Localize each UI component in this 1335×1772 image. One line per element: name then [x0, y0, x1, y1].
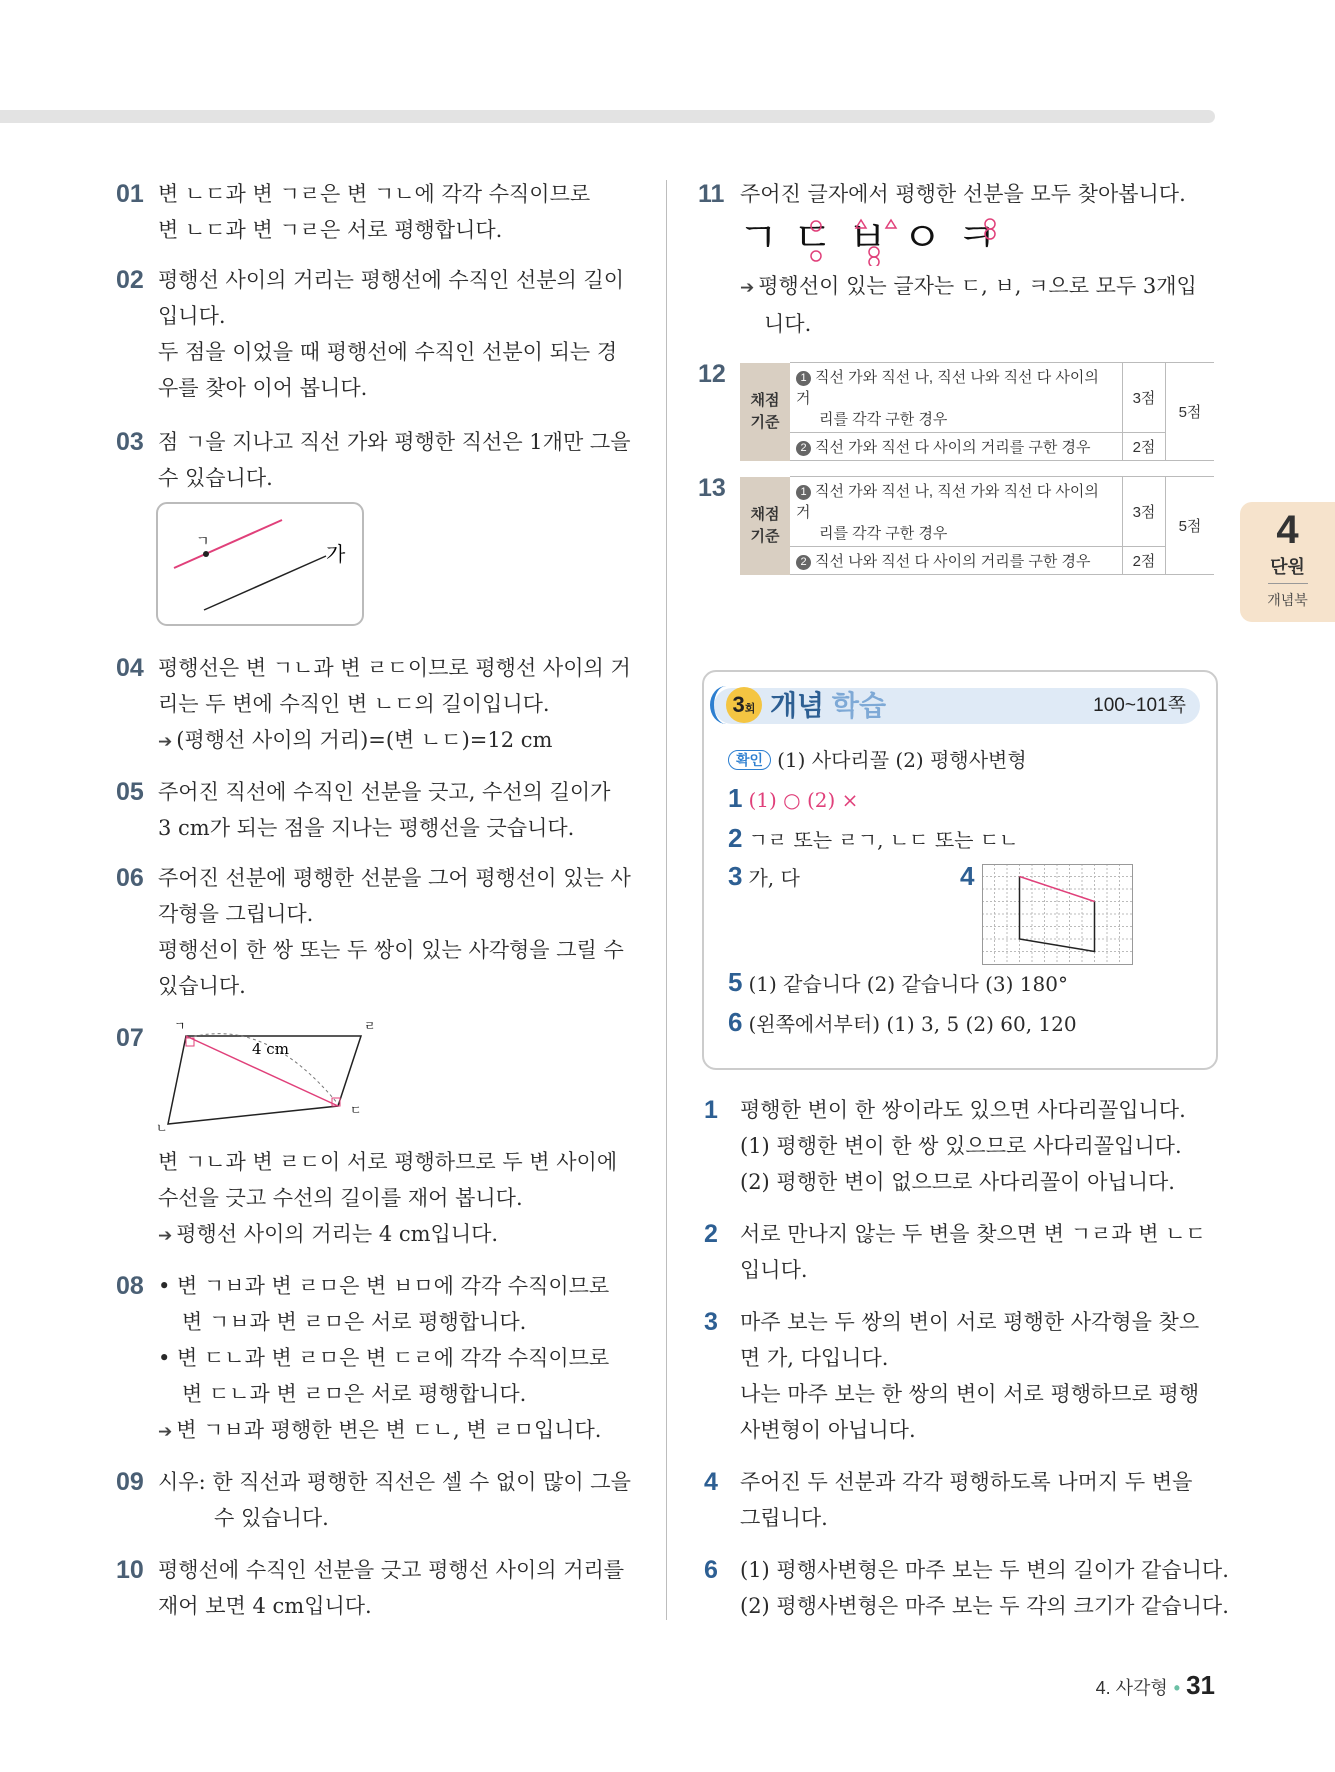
points-cell: 3점 [1123, 477, 1166, 547]
text-line: 주어진 두 선분과 각각 평행하도록 나머지 두 변을 [740, 1470, 1193, 1494]
question-number: 07 [116, 1024, 144, 1052]
vertex-label: ㄴ [156, 1121, 168, 1132]
line-label: 가 [326, 542, 346, 566]
question-08 [116, 1268, 610, 1450]
text-line: 변 ㄴㄷ과 변 ㄱㄹ은 변 ㄱㄴ에 각각 수직이므로 [158, 182, 591, 206]
question-number: 10 [116, 1556, 144, 1584]
result-text: 변 ㄱㅂ과 평행한 변은 변 ㄷㄴ, 변 ㄹㅁ입니다. [176, 1418, 602, 1442]
top-bar [0, 110, 1215, 123]
points-cell: 2점 [1123, 547, 1166, 575]
text-line: 평행선이 한 쌍 또는 두 쌍이 있는 사각형을 그릴 수 [158, 938, 624, 962]
total-cell: 5점 [1166, 477, 1215, 575]
text-line: 주어진 글자에서 평행한 선분을 모두 찾아봅니다. [740, 182, 1186, 206]
concept-box [702, 670, 1218, 1070]
answer-3: 3 가, 다 [728, 861, 800, 891]
point-label: ㄱ [196, 534, 210, 550]
question-number: 01 [116, 180, 144, 208]
text-line: 수 있습니다. [214, 1506, 329, 1530]
letter: ㅇ [901, 213, 957, 262]
total-cell: 5점 [1166, 363, 1215, 461]
text-line: 평행한 변이 한 쌍이라도 있으면 사다리꼴입니다. [740, 1098, 1186, 1122]
text-line: • 변 ㄱㅂ과 변 ㄹㅁ은 변 ㅂㅁ에 각각 수직이므로 [158, 1274, 610, 1298]
text-line: 평행선 사이의 거리는 평행선에 수직인 선분의 길이 [158, 268, 625, 292]
number-circle-icon: 2 [796, 555, 811, 570]
text-line: 각형을 그립니다. [158, 902, 314, 926]
explanation-4 [704, 1464, 1193, 1536]
question-number: 2 [704, 1220, 718, 1248]
text-line: 리는 두 변에 수직인 변 ㄴㄷ의 길이입니다. [158, 692, 550, 716]
question-number: 13 [698, 474, 726, 502]
number-circle-icon: 2 [796, 441, 811, 456]
answer-1: 1 (1) ○ (2) × [728, 783, 859, 813]
grid-figure [982, 864, 1134, 966]
question-number: 3 [704, 1308, 718, 1336]
explanation-1 [704, 1092, 1186, 1200]
text-line: 두 점을 이었을 때 평행선에 수직인 선분이 되는 경 [158, 340, 618, 364]
chapter-label: 4. 사각형 [1095, 1678, 1168, 1698]
round-badge: 3회 [726, 687, 762, 723]
criteria-row: 2 직선 나와 직선 다 사이의 거리를 구한 경우 [790, 547, 1123, 575]
question-number: 03 [116, 428, 144, 456]
result-text: (평행선 사이의 거리)=(변 ㄴㄷ)=12 cm [176, 728, 553, 752]
quadrilateral-figure [156, 1018, 406, 1132]
question-number: 12 [698, 360, 726, 388]
text-line: 있습니다. [158, 974, 246, 998]
text-line: 그립니다. [740, 1506, 828, 1530]
result-text: 평행선이 있는 글자는 ㄷ, ㅂ, ㅋ으로 모두 3개입 [758, 274, 1197, 298]
parallel-line-figure [156, 502, 366, 628]
text-line: 평행선에 수직인 선분을 긋고 평행선 사이의 거리를 [158, 1558, 625, 1582]
text-line: 서로 만나지 않는 두 변을 찾으면 변 ㄱㄹ과 변 ㄴㄷ [740, 1222, 1206, 1246]
question-11 [698, 176, 1186, 212]
page-footer [1096, 1670, 1215, 1701]
text-line: 변 ㄱㅂ과 변 ㄹㅁ은 서로 평행합니다. [182, 1310, 527, 1334]
answer-5: 5 (1) 같습니다 (2) 같습니다 (3) 180° [728, 967, 1068, 997]
letter: ㄱ [738, 213, 793, 262]
question-06 [116, 860, 631, 1004]
explanation-6 [704, 1552, 1229, 1624]
concept-header [714, 688, 1200, 724]
question-number: 6 [704, 1556, 718, 1584]
check-badge: 확인 [728, 750, 771, 770]
question-number: 06 [116, 864, 144, 892]
vertex-label: ㄱ [174, 1019, 186, 1033]
arrow-icon: ➔ [158, 732, 173, 752]
text-line: 변 ㄷㄴ과 변 ㄹㅁ은 서로 평행합니다. [182, 1382, 527, 1406]
scoring-table-12 [740, 362, 1214, 461]
table-label: 채점 기준 [740, 363, 790, 461]
text-line: 사변형이 아닙니다. [740, 1418, 916, 1442]
text-line: (1) 평행사변형은 마주 보는 두 변의 길이가 같습니다. [740, 1558, 1229, 1582]
text-line: 수선을 긋고 수선의 길이를 재어 봅니다. [158, 1186, 523, 1210]
text-line: (1) 평행한 변이 한 쌍 있으므로 사다리꼴입니다. [740, 1134, 1182, 1158]
question-11-result [740, 268, 1197, 342]
letter: ㅋ [956, 213, 1011, 262]
criteria-row: 2 직선 가와 직선 다 사이의 거리를 구한 경우 [790, 433, 1123, 461]
question-03 [116, 424, 631, 496]
explanation-3 [704, 1304, 1200, 1448]
chapter-unit-label: 단원 [1268, 553, 1308, 584]
text-line: (2) 평행사변형은 마주 보는 두 각의 크기가 같습니다. [740, 1594, 1229, 1618]
answer-2: 2 ㄱㄹ 또는 ㄹㄱ, ㄴㄷ 또는 ㄷㄴ [728, 823, 1019, 853]
text-line: 점 ㄱ을 지나고 직선 가와 평행한 직선은 1개만 그을 [158, 430, 631, 454]
page-range: 100~101쪽 [1093, 695, 1186, 716]
arrow-icon: ➔ [158, 1226, 173, 1246]
text-line: 시우: 한 직선과 평행한 직선은 셀 수 없이 많이 그을 [158, 1470, 631, 1494]
question-number: 4 [704, 1468, 718, 1496]
length-label: 4 cm [252, 1040, 289, 1058]
text-line: 입니다. [740, 1258, 808, 1282]
scoring-table-13 [740, 476, 1214, 575]
question-number: 11 [698, 180, 725, 208]
question-number: 09 [116, 1468, 144, 1496]
question-05 [116, 774, 611, 846]
text-line: 평행선은 변 ㄱㄴ과 변 ㄹㄷ이므로 평행선 사이의 거 [158, 656, 631, 680]
question-number: 08 [116, 1272, 144, 1300]
text-line: 마주 보는 두 쌍의 변이 서로 평행한 사각형을 찾으 [740, 1310, 1200, 1334]
concept-title: 개념 학습 [770, 690, 886, 721]
check-line: 확인 (1) 사다리꼴 (2) 평행사변형 [728, 746, 1027, 774]
text-line: 재어 보면 4 cm입니다. [158, 1594, 372, 1618]
question-10 [116, 1552, 625, 1624]
text-line: 변 ㄴㄷ과 변 ㄱㄹ은 서로 평행합니다. [158, 218, 503, 242]
text-line: 우를 찾아 이어 봅니다. [158, 376, 368, 400]
question-number: 04 [116, 654, 144, 682]
text-line: 수 있습니다. [158, 466, 273, 490]
text-line: 변 ㄱㄴ과 변 ㄹㄷ이 서로 평행하므로 두 변 사이에 [158, 1150, 618, 1174]
vertex-label: ㄷ [350, 1103, 362, 1117]
criteria-row: 1 직선 가와 직선 나, 직선 나와 직선 다 사이의 거 리를 각각 구한 경우 [790, 363, 1123, 433]
book-label: 개념북 [1267, 592, 1308, 608]
question-number: 02 [116, 266, 144, 294]
text-line: 면 가, 다입니다. [740, 1346, 889, 1370]
chapter-tab [1240, 502, 1335, 622]
text-line: 입니다. [158, 304, 226, 328]
question-04 [116, 650, 631, 760]
page-number: 31 [1186, 1670, 1215, 1700]
points-cell: 3점 [1123, 363, 1166, 433]
bullet-icon: • [1173, 1678, 1181, 1698]
text-line: 주어진 직선에 수직인 선분을 긋고, 수선의 길이가 [158, 780, 611, 804]
question-01 [116, 176, 591, 248]
letter: ㅂ [847, 213, 902, 262]
number-circle-icon: 1 [796, 485, 811, 500]
vertex-label: ㄹ [364, 1019, 376, 1033]
text-line: 3 cm가 되는 점을 지나는 평행선을 긋습니다. [158, 816, 575, 840]
criteria-row: 1 직선 가와 직선 나, 직선 가와 직선 다 사이의 거 리를 각각 구한 경우 [790, 477, 1123, 547]
answer-4: 4 [960, 861, 975, 891]
text-line: 니다. [764, 312, 812, 336]
question-number: 05 [116, 778, 144, 806]
chapter-number: 4 [1276, 508, 1299, 552]
text-line: 주어진 선분에 평행한 선분을 그어 평행선이 있는 사 [158, 866, 631, 890]
table-label: 채점 기준 [740, 477, 790, 575]
text-line: (2) 평행한 변이 없으므로 사다리꼴이 아닙니다. [740, 1170, 1175, 1194]
letter: ㄷ [792, 213, 848, 262]
arrow-icon: ➔ [740, 278, 755, 298]
text-line: 나는 마주 보는 한 쌍의 변이 서로 평행하므로 평행 [740, 1382, 1200, 1406]
question-07-text [158, 1144, 617, 1254]
number-circle-icon: 1 [796, 371, 811, 386]
result-text: 평행선 사이의 거리는 4 cm입니다. [176, 1222, 499, 1246]
column-divider [666, 180, 667, 1620]
question-02 [116, 262, 625, 406]
text-line: • 변 ㄷㄴ과 변 ㄹㅁ은 변 ㄷㄹ에 각각 수직이므로 [158, 1346, 610, 1370]
arrow-icon: ➔ [158, 1422, 173, 1442]
answer-6: 6 (왼쪽에서부터) (1) 3, 5 (2) 60, 120 [728, 1007, 1077, 1037]
question-09 [116, 1464, 631, 1536]
explanation-2 [704, 1216, 1206, 1288]
question-number: 1 [704, 1096, 718, 1124]
parallel-marks [800, 216, 1020, 266]
points-cell: 2점 [1123, 433, 1166, 461]
